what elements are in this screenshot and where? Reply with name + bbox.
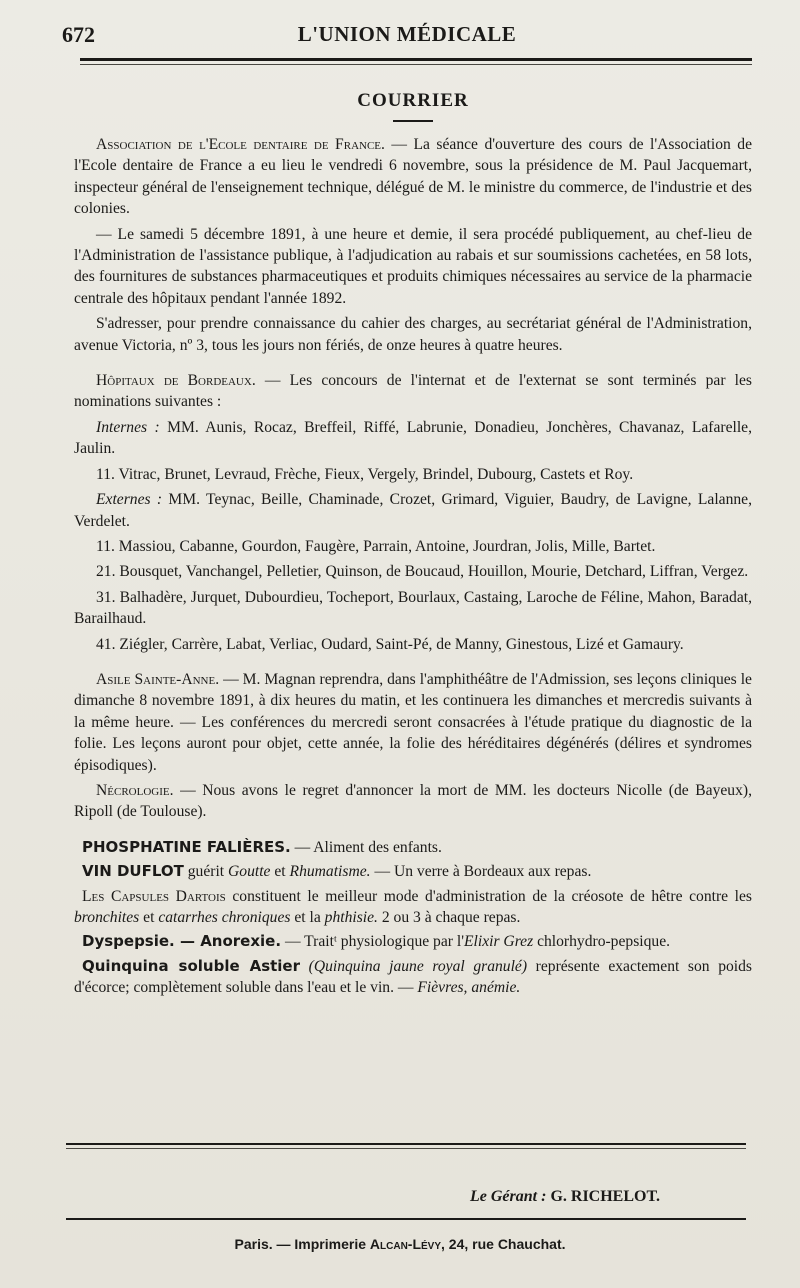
page-number: 672 bbox=[62, 22, 95, 47]
gerant-signature: Le Gérant : G. RICHELOT. bbox=[470, 1188, 660, 1205]
header-rule bbox=[80, 58, 752, 61]
ad-vin-duflot: VIN DUFLOT guérit Goutte et Rhumatisme. — Un verre à Bordeaux aux repas. bbox=[82, 862, 592, 881]
paragraph-bordeaux: Hôpitaux de Bordeaux. — Les concours de l'internat et de l'externat se sont terminés par les nominations suivantes : bbox=[74, 372, 752, 411]
page-header bbox=[62, 18, 752, 58]
ad-phosphatine: PHOSPHATINE FALIÈRES. — Aliment des enfants. bbox=[82, 837, 442, 856]
list-item: 11. Massiou, Cabanne, Gourdon, Faugère, Parrain, Antoine, Jourdran, Jolis, Mille, Bartet. bbox=[96, 537, 656, 555]
running-title: L'UNION MÉDICALE bbox=[297, 22, 517, 46]
list-item: 41. Ziégler, Carrère, Labat, Verliac, Oudard, Saint-Pé, de Manny, Ginestous, Lizé et Gamaury. bbox=[96, 635, 684, 653]
list-item: Internes : MM. Aunis, Rocaz, Breffeil, Riffé, Labrunie, Donadieu, Jonchères, Chavanaz, Lafarelle, Jaulin. bbox=[74, 418, 752, 458]
list-item: 11. Vitrac, Brunet, Levraud, Frèche, Fieux, Vergely, Brindel, Dubourg, Castets et Roy. bbox=[96, 465, 634, 483]
paragraph-sainte-anne: Asile Sainte-Anne. — M. Magnan reprendra, dans l'amphithéâtre de l'Admission, ses leçons cliniques le dimanche 8 novembre 1891, à dix heures du matin, et les continuera les dimanches et mercredis suivants à la même heure. — Les conférences du mercredi seront consacrées à l'étude pratique du diagnostic de la folie. Les leçons auront pour objet, cette année, la folie des héréditaires dégénérés (délires et syndromes épisodiques). bbox=[74, 670, 752, 774]
title-rule bbox=[393, 120, 433, 122]
list-item: Externes : MM. Teynac, Beille, Chaminade, Crozet, Grimard, Viguier, Baudry, de Lavigne, Lalanne, Verdelet. bbox=[74, 491, 752, 530]
paragraph-necrologie: Nécrologie. — Nous avons le regret d'annoncer la mort de MM. les docteurs Nicolle (de Bayeux), Ripoll (de Toulouse). bbox=[74, 781, 752, 821]
footer-rule bbox=[66, 1143, 746, 1145]
paragraph-adresser: S'adresser, pour prendre connaissance du cahier des charges, au secrétariat général de l'Administration, avenue Victoria, nº 3, tous les jours non fériés, de onze heures à quatre heures. bbox=[74, 315, 752, 354]
list-item: 21. Bousquet, Vanchangel, Pelletier, Quinson, de Boucaud, Houillon, Mourie, Detchard, Liffran, Vergez. bbox=[96, 563, 749, 581]
header-rule-thin bbox=[80, 64, 752, 65]
list-item: 31. Balhadère, Jurquet, Dubourdieu, Tocheport, Bourlaux, Castaing, Laroche de Féline, Mahon, Baradat, Barailhaud. bbox=[74, 588, 752, 628]
footer-rule-thin bbox=[66, 1148, 746, 1149]
ad-quinquina-astier: Quinquina soluble Astier (Quinquina jaune royal granulé) représente exactement son poids d'écorce; complètement soluble dans l'eau et le vin. — Fièvres, anémie. bbox=[74, 956, 752, 997]
paragraph-ecole-dentaire: Association de l'Ecole dentaire de France. — La séance d'ouverture des cours de l'Association de l'Ecole dentaire de France a eu lieu le vendredi 6 novembre, sous la présidence de M. Paul Jacquemart, inspecteur général de l'enseignement technique, délégué de M. le ministre du commerce, de l'industrie et des colonies. bbox=[74, 136, 752, 218]
ad-capsules-dartois: Les Capsules Dartois constituent le meilleur mode d'administration de la créosote de hêtre contre les bronchites et catarrhes chroniques et la phthisie. 2 ou 3 à chaque repas. bbox=[74, 887, 752, 926]
imprint-line: Paris. — Imprimerie Alcan-Lévy, 24, rue Chauchat. bbox=[234, 1236, 566, 1252]
article-body bbox=[74, 88, 752, 1002]
paragraph-adjudication: — Le samedi 5 décembre 1891, à une heure et demie, il sera procédé publiquement, au chef-lieu de l'Administration de l'assistance publique, à l'adjudication au rabais et sur soumissions cachetées, en 58 lots, des fournitures de substances pharmaceutiques et produits chimiques nécessaires au service de la pharmacie centrale des hôpitaux pendant l'année 1892. bbox=[74, 225, 752, 307]
section-title: COURRIER bbox=[357, 90, 469, 111]
imprint-rule bbox=[66, 1218, 746, 1220]
ad-elixir-grez: Dyspepsie. — Anorexie. — Traitᵗ physiologique par l'Elixir Grez chlorhydro-pepsique. bbox=[82, 932, 671, 951]
